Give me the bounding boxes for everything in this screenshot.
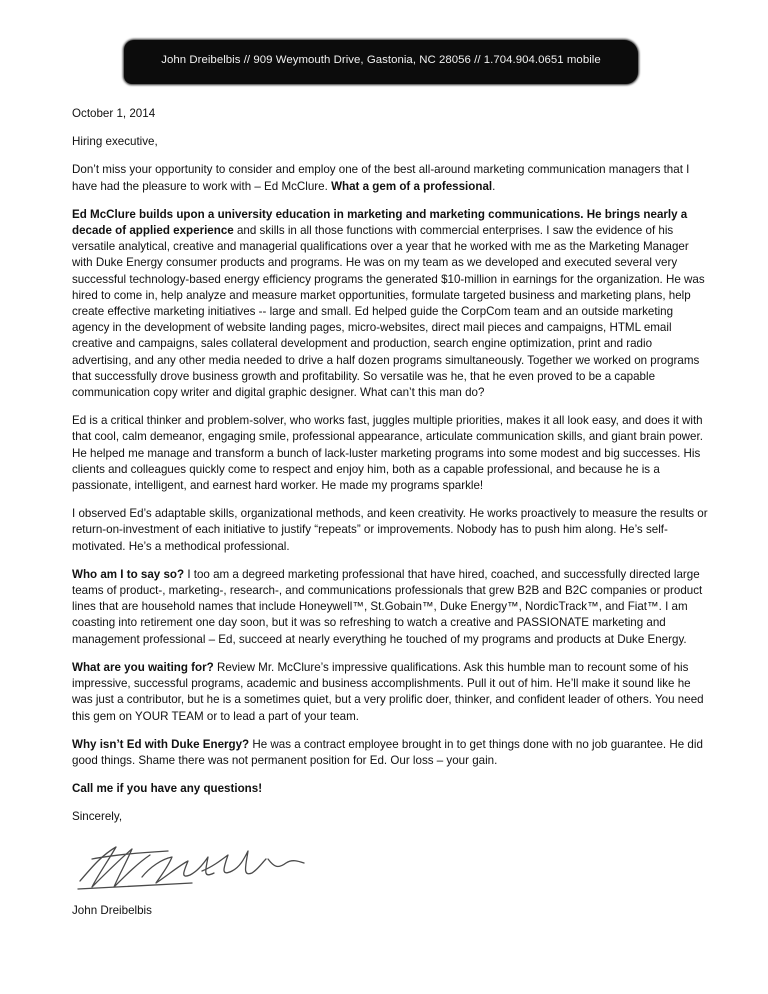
- waiting-text: Review Mr. McClure’s impressive qualifications. Ask this humble man to recount some of his impressive, successful programs, academic and business accomplishments. Pull it out of him. He’ll make it sound like he was just a contributor, but he is a sometimes quiet, but a very prolific doer, thinker, and confident leader of others. You need this gem on YOUR TEAM or to lead a part of your team.: [72, 660, 704, 723]
- letter-salutation: Hiring executive,: [72, 135, 158, 149]
- letter-closing: Sincerely,: [72, 810, 123, 824]
- paragraph-waiting: [72, 660, 708, 725]
- who-am-i-bold: Who am I to say so?: [72, 567, 185, 581]
- paragraph-why-not-duke: [72, 737, 708, 769]
- experience-bold: Ed McClure builds upon a university education in marketing and marketing communications. He brings nearly a decade of applied experience: [72, 207, 688, 238]
- paragraph-critical-thinker: Ed is a critical thinker and problem-solver, who works fast, juggles multiple priorities, makes it all look easy, and does it with that cool, calm demeanor, engaging smile, professional appearance, articulate communication skills, and giant brain power. He helped me manage and transform a bunch of lack-luster marketing programs into some modest and big successes. His clients and colleagues quickly come to respect and enjoy him, both as a capable professional, and because he is a passionate, intelligent, and earnest hard worker. He made my programs sparkle!: [72, 414, 703, 493]
- call-to-action: [72, 781, 708, 797]
- letterhead-contact: John Dreibelbis // 909 Weymouth Drive, Gastonia, NC 28056 // 1.704.904.0651 mobile: [161, 54, 601, 66]
- paragraph-who-am-i: [72, 567, 708, 648]
- signature-image: [72, 837, 312, 897]
- paragraph-experience: [72, 207, 708, 401]
- call-bold: Call me if you have any questions!: [72, 782, 263, 796]
- why-text: He was a contract employee brought in to get things done with no job guarantee. He did good things. Shame there was not permanent position for Ed. Our loss – your gain.: [72, 737, 703, 767]
- why-bold: Why isn’t Ed with Duke Energy?: [72, 737, 250, 751]
- paragraph-intro: [72, 162, 708, 194]
- waiting-bold: What are you waiting for?: [72, 660, 214, 674]
- letter-date: October 1, 2014: [72, 107, 156, 120]
- signer-name: John Dreibelbis: [72, 903, 152, 917]
- intro-bold: What a gem of a professional: [331, 179, 493, 193]
- intro-end: .: [492, 179, 496, 193]
- intro-text: Don’t miss your opportunity to consider and employ one of the best all-around marketing communication managers that I have had the pleasure to work with – Ed McClure.: [72, 163, 690, 193]
- letter-body: [72, 106, 708, 931]
- paragraph-adaptable-skills: I observed Ed’s adaptable skills, organizational methods, and keen creativity. He works proactively to measure the results or return-on-investment of each initiative to justify “repeats” or improvements. Nobody has to push him along. He’s self-motivated. He’s a methodical professional.: [72, 507, 708, 553]
- letterhead-banner: [124, 40, 638, 84]
- experience-text: and skills in all those functions with commercial enterprises. I saw the evidence of his versatile analytical, creative and managerial qualifications over a year that he worked with me as the Marketing Manager with Duke Energy consumer products and programs. He was on my team as we developed and executed several very successful technology-based energy efficiency programs the generated $10-million in earnings for the organization. He was hired to come in, help analyze and measure market opportunities, formulate targeted business and marketing plans, help create effective marketing initiatives -- large and small. Ed helped guide the CorpCom team and an outside marketing agency in the development of website landing pages, micro-websites, direct mail pieces and campaigns, HTML email creative and campaigns, sales collateral development and production, search engine optimization, print and radio advertising, and any other media needed to drive a half dozen programs simultaneously. Together we worked on programs that successfully drove business growth and profitability. So versatile was he, that he even proved to be a capable communication copy writer and digital graphic designer. What can’t this man do?: [72, 224, 705, 400]
- who-am-i-text: I too am a degreed marketing professional that have hired, coached, and successfully directed large teams of product-, marketing-, research-, and communications professionals that grew B2B and B2C companies or product lines that are household names that include Honeywell™, St.Gobain™, Duke Energy™, NordicTrack™, and Fiat™. I am coasting into retirement one day soon, but it was so refreshing to watch a creative and PASSIONATE marketing and management professional – Ed, succeed at nearly everything he touched of my programs and products at Duke Energy.: [72, 567, 703, 646]
